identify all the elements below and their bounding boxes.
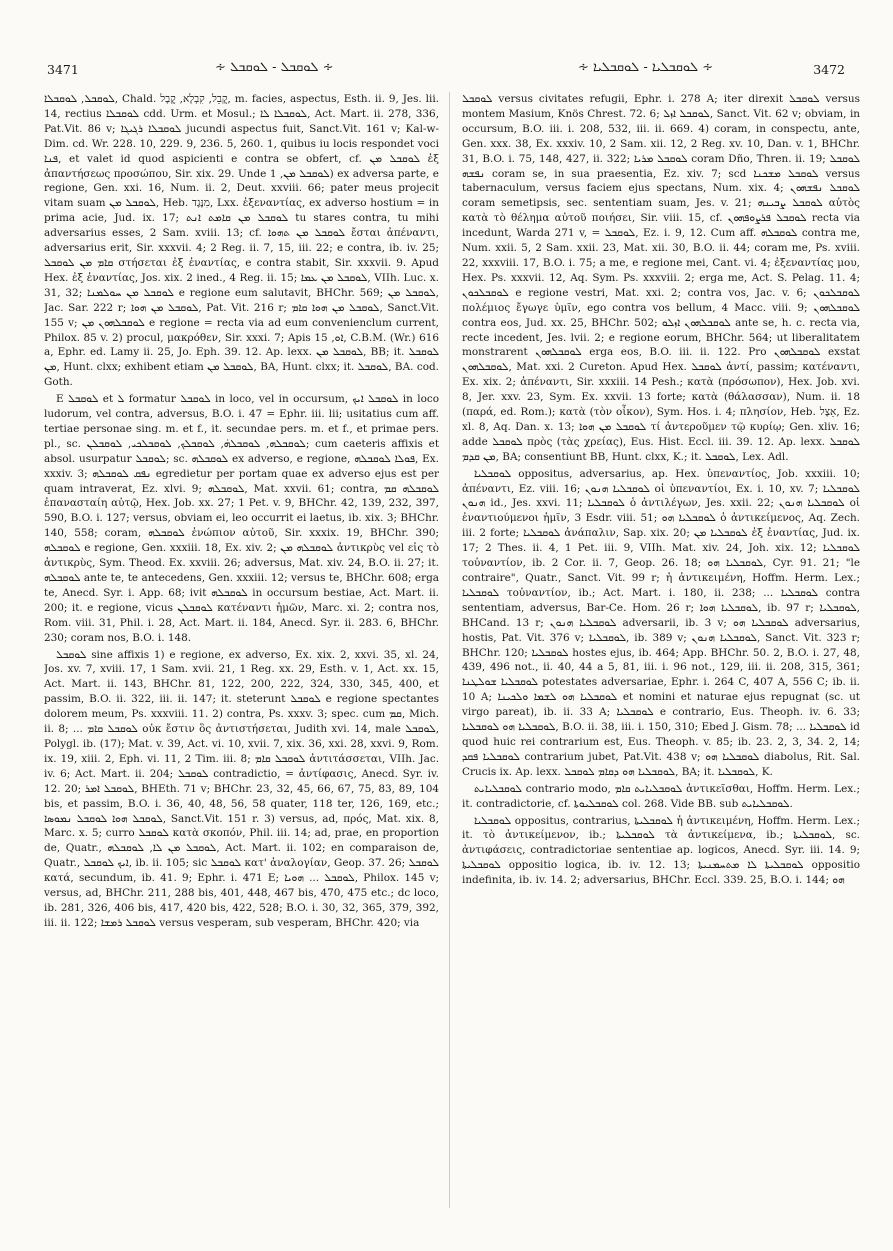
heading-right: ∻ ܠܘܩܒܠܝܐ - ܠܘܩܒܠܝܐ ∻ <box>578 60 714 75</box>
entry-paragraph: ܠܘܩܒܠ, ܠܘܩܒܠܐ, Chald. קֳבֵל, קִבְלָא, קֳבָל, m. facies, aspectus, Esth. ii. 9, Jes. lii. 14, rectius ܠܘܩܒܠܐ cdd. Urm. et Mosul.; ܠܘܩܒܠܐ ܠܐ, Act. Mart. ii. 278, 336, Pat.Vit. 86 v; ܠܘܩܒܠܐ ܪܓܝܓܐ jucundi aspectus fuit, Sanct.Vit. 161 v; Kal-w-Dim. cd. Wr. 228. 10, 229. 9, 236. 5, 260. 1, quibus iu locis respondet voci ܦܢܐ, et valet id quod aspicienti e contra se obfert, cf. ܠܘܩܒܠ ܡܢ ἐξ ἀπαντήσεως προσώπου, Sir. xix. 29. Unde ܠܘܩܒܠ ܡܢ, 1) ex adversa parte, e regione, Gen. xxi. 16, Num. ii. 2, Deut. xxviii. 66; pater meus projecit vitam suam ܠܘܩܒܠ ܡܢ, Heb. מִנֶּגֶד, Lxx. ἐξεναντίας, ex adverso hostium = in prima acie, Jud. ix. 17; ܠܘܩܒܠ ܡܢ ܩܐܡܬ ܐܢܬ tu stares contra, tu mihi adversarius esses, 2 Sam. xviii. 13; cf. ܠܘܩܒܠ ܡܢ ܬܗܘܐ ἔσται ἀπέναντι, adversarius erit, Sir. xxxvii. 4; 2 Reg. ii. 7, 15, iii. 22; e contra, ib. iv. 25; ܩܐܡ ܡܢ ܠܘܩܒܠ στήσεται ἐξ ἐναντίας, e contra stabit, Sir. xxxvii. 9. Apud Hex. ἐξ ἐναντίας, Jos. xix. 2 ined., 4 Reg. ii. 15; ܠܘܩܒܠ ܡܢ ܥܡܐ, VIIh. Luc. x. 31, 32; ܠܘܩܒܠ ܡܢ ܚܘܠܡܢܐ e regione eum salutavit, BHChr. 569; ܠܘܩܒܠ ܡܢ, Jac. Sar. 222 r; ܠܘܩܒܠ ܡܢ ܗܘܐ, Pat. Vit. 216 r; ܠܘܩܒܠ ܡܢ ܗܘܐ ܩܐܡ, Sanct.Vit. 155 v; ܠܘܩܒܠܗܘܢ ܡܢ e regione = recta via ad eum convenienclum current, Philox. 85 v. 2) procul, μακρόθεν, Sir. xxxi. 7; Apis ܐܘ, 15, C.B.M. (Wr.) 616 a, Ephr. ed. Lamy ii. 25, Jo. Eph. 39. 12. Ap. lexx. ܠܘܩܒܠ ܡܢ, BB; it. ܠܘܩܒܠ ܡܢ, Hunt. clxx; exhibent etiam ܠܘܩܒܠ ܡܢ, BA, Hunt. clxx; it. ܠܘܩܒܠ, BA. cod. Goth. <box>44 93 439 389</box>
page-number-left: 3471 <box>47 62 79 77</box>
entry-paragraph: ܠܘܩܒܠ sine affixis 1) e regione, ex adverso, Ex. xix. 2, xxvi. 35, xl. 24, Jos. xv. 7, xviii. 17, 1 Sam. xvii. 21, 1 Reg. xx. 29, Esth. v. 1, Act. xx. 15, Act. Mart. ii. 143, BHChr. 81, 122, 200, 222, 324, 330, 345, 400, et passim, B.O. ii. 322, iii. ii. 147; it. steterunt ܠܘܩܒܠ e regione spectantes dolorem meum, Ps. xxxviii. 11. 2) contra, Ps. xxxv. 3; spec. cum ܩܡ, Mich. ii. 8; ... ܠܘܩܒܠ ܩܐܡ οὐκ ἔστιν ὃς ἀντιστήσεται, Judith xvi. 14, male ܠܘܩܒܠ, Polygl. ib. (17); Mat. v. 39, Act. vi. 10, xvii. 7, xix. 36, xxi. 28, xxvi. 9, Rom. ix. 19, xiii. 2, Eph. vi. 11, 2 Tim. iii. 8; ܠܘܩܒܠ ܩܐܡ ἀντιτάσσεται, VIIh. Jac. iv. 6; Act. Mart. ii. 204; ܠܘܩܒܠ contradictio, = ἀντίφασις, Anecd. Syr. iv. 12. 20; ܠܘܩܒܠ ܐܡܪ, BHEth. 71 v; BHChr. 23, 32, 45, 66, 67, 75, 83, 89, 104 bis, et passim, B.O. i. 36, 40, 48, 56, 58 quater, 118 ter, 126, 169, etc.; ܠܘܩܒܠ ܗܘܐ ܠܘܩܒܠ ܢܡܘܣܐ, Sanct.Vit. 151 r. 3) versus, ad, πρός, Mat. xix. 8, Marc. x. 5; curro ܠܘܩܒܠ κατὰ σκοπόν, Phil. iii. 14; ad, prae, en proportion de, Quatr., ܠܘܩܒܠ ܡܢ ܠܐ, ܠܘܩܒܠܗ, Act. Mart. ii. 102; en comparaison de, Quatr., ܐܝܟ ܠܘܩܒܠ, ib. ii. 105; sic ܠܘܩܒܠ κατ' ἀναλογίαν, Geop. 37. 26; ܠܘܩܒܠ κατά, secundum, ib. 41. 9; Ephr. i. 471 E; ܠܘܩܒܠ ... ܗܘܝܐ, Philox. 145 v; versus, ad, BHChr. 211, 288 bis, 401, 448, 467 bis, 470, 475 etc.; dc loco, ib. 281, 326, 406 bis, 417, 420 bis, 422, 528; B.O. i. 30, 32, 365, 379, 392, iii. ii. 122; ܠܘܩܒܠ ܪܡܫܐ versus vesperam, sub vesperam, BHChr. 420; via <box>44 648 439 929</box>
entry-paragraph: E ܠܘܩܒܠ et ܠ formatur ܠܘܩܒܠ in loco, vel in occursum, ܠܘܩܒܠ ܐܝܟ in loco ludorum, vel contra, adversus, B.O. i. 47 = Ephr. iii. lii; usitatius cum aff. tertiae personae sing. m. et f., it. secundae pers. m. et f., et primae pers. pl., sc. ܠܘܩܒܠܗ, ܠܘܩܒܠܗ̇, ܠܘܩܒܠܟ, ܠܘܩܒܠܟܝ, ܠܘܩܒܠܢ; cum caeteris affixis et absol. usurpatur ܠܘܩܒܠ; sc. ܠܘܩܒܠܗ ex adverso, e regione, ܦܘܠܐ ܠܘܩܒܠܗ, Ex. xxxiv. 3; ܢܦܩ ܠܘܩܒܠܗ egredietur per portam quae ex adverso ejus est per quam intraverat, Ez. xlvi. 9; ܠܘܩܒܠܗ, Mat. xxvii. 61; contra, ܠܘܩܒܠܗ ܩܡ ἐπανασταίη αὐτῷ, Hex. Job. xx. 27; 1 Pet. v. 9, BHChr. 42, 139, 232, 397, 590, B.O. i. 127; versus, obviam ei, leo occurrit ei laetus, ib. xix. 3; BHChr. 140, 558; coram, ܠܘܩܒܠܗ ἐνώπιον αὐτοῦ, Sir. xxxix. 19, BHChr. 390; ܠܘܩܒܠܗ e regione, Gen. xxxiii. 18, Ex. xiv. 2; ܠܘܩܒܠܗ ܡܢ ἀντικρὺς vel εἰς τὸ ἀντικρὺς, Sym. Theod. Ex. xxviii. 26; adversus, Mat. xiv. 24, B.O. ii. 27; it. ܠܘܩܒܠܗ ante te, te antecedens, Gen. xxxiii. 12; versus te, BHChr. 608; erga te, Anecd. Syr. i. App. 68; ivit ܠܘܩܒܠܗ in occursum bestiae, Act. Mart. ii. 200; it. e regione, vicus ܠܘܩܒܠܢ κατέναντι ἡμῶν, Marc. xi. 2; contra nos, Rom. viii. 31, Phil. i. 28, Act. Mart. ii. 184, Anecd. Syr. ii. 283. 6, BHChr. 230; coram nos, B.O. i. 148. <box>44 393 439 644</box>
running-header <box>0 58 893 82</box>
column-divider <box>449 92 450 1208</box>
entry-paragraph: ܠܘܩܒܠ versus civitates refugii, Ephr. i. 278 A; iter direxit ܠܘܩܒܠ versus montem Masium, Knös Chrest. 72. 6; ܠܘܩܒܠ ܐܙܠ, Sanct. Vit. 62 v; obviam, in occursum, B.O. iii. i. 208, 532, iii. ii. 669. 4) coram, in conspectu, ante, Gen. xxx. 38, Ex. xxxiv. 10, 2 Sam. xii. 12, 2 Reg. xv. 10, Dan. v. 1, BHChr. 31, B.O. i. 75, 148, 427, ii. 322; ܠܘܩܒܠ ܡܪܝܐ coram Dño, Thren. ii. 19; ܠܘܩܒܠ ܢܦܫܗ coram se, in sua praesentia, Ez. xiv. 7; scd ܠܘܩܒܠ ܡܫܟܢܐ versus tabernaculum, versus faciem ejus spectans, Num. xix. 4; ܠܘܩܒܠ ܢܦܫܗܘܢ coram semetipsis, sec. sententiam suam, Jes. v. 21; ܠܘܩܒܠ ܨܒܝܢܗ αὐτὸς κατὰ τὸ θέλημα αὐτοῦ ποιήσει, Sir. viii. 15, cf. ܠܘܩܒܠ ܦܪܨܘܦܗܘܢ recta via incedunt, Warda 271 v, = ܠܘܩܒܠ, Ez. i. 9, 12. Cum aff. ܠܘܩܒܠܗ contra me, Num. xxii. 5, 2 Sam. xxii. 23, Mat. xii. 30, B.O. ii. 44; coram me, Ps. xviii. 22, xxxviii. 17, B.O. i. 75; a me, e regione mei, Cant. vi. 4; ἐξεναντίας μου, Hex. Ps. xxxvii. 12, Aq. Sym. Ps. xxxviii. 2; erga me, Act. S. Pelag. 11. 4; ܠܘܩܒܠܟܘܢ e regione vestri, Mat. xxi. 2; contra vos, Jac. v. 6; ܠܘܩܒܠܟܘܢ πολέμιος ἔγωγε ὑμῖν, ego contra vos bellum, 4 Macc. viii. 9; ܠܘܩܒܠܗܘܢ contra eos, Jud. xx. 25, BHChr. 502; ܠܘܩܒܠܗܘܢ ܐܙܠܘ ante se, h. c. recta via, recte incedent, Jes. lvii. 2; e regione eorum, BHChr. 564; ut liberalitatem monstrarent ܠܘܩܒܠܗܘܢ erga eos, B.O. iii. ii. 122. Pro ܠܘܩܒܠܗܘܢ exstat ܠܘܩܒܠܗܘܢ, Mat. xxi. 2 Cureton. Apud Hex. ܠܘܩܒܠ ἀντί, passim; κατέναντι, Ex. xix. 2; ἀπέναντι, Sir. xxxiii. 14 Pesh.; κατὰ (πρόσωπον), Hex. Job. xvi. 8, Jer. xxv. 23, Sym. Ex. xxvii. 13 forte; κατὰ (θάλασσαν), Num. ii. 18 (παρά, ed. Rom.); κατὰ (τὸν οἶκον), Sym. Hos. i. 4; πλησίον, Heb. אֵצֶל, Ez. xl. 8, Aq. Dan. x. 13; ܠܘܩܒܠ ܡܢ ܗܘܐ τί ἀντεροῦμεν τῷ κυρίῳ; Gen. xliv. 16; adde ܠܘܩܒܠ πρὸς (τὰς χρείας), Eus. Hist. Eccl. iii. 39. 12. Ap. lexx. ܠܘܩܒܠ ܡܢ ܩܕܡ, BA; consentiunt BB, Hunt. clxx, K.; it. ܠܘܩܒܠ, Lex. Adl. <box>462 93 860 463</box>
entry-paragraph: ܠܘܩܒܠܝܐ oppositus, contrarius, ܠܘܩܒܠܝܬܐ ἡ ἀντικειμένη, Hoffm. Herm. Lex.; it. τὸ ἀντικείμενον, ib.; ܠܘܩܒܠܝܬܐ τὰ ἀντικείμενα, ib.; ܠܘܩܒܠܝܬܐ, sc. ἀντιφάσεις, contradictoriae sententiae ap. logicos, Anecd. Syr. iii. 14. 9; ܠܘܩܒܠܝܬܐ oppositio logica, ib. iv. 12. 13; ܠܘܩܒܠܝܬܐ ܠܐ ܡܬܚܡܢܝܬܐ oppositio indefinita, ib. iv. 14. 2; adversarius, BHChr. Eccl. 339. 25, B.O. i. 144; ܗܘ <box>462 814 860 887</box>
entry-paragraph: ܠܘܩܒܠܝܐܝܬ contrario modo, ܠܘܩܒܠܝܐܝܬ ܩܐܡ ἀντικεῖσθαι, Hoffm. Herm. Lex.; it. contradictorie, cf. ܠܘܩܒܠܝܘܬܐ col. 268. Vide BB. sub ܠܘܩܒܠܝܐܝܬ. <box>462 782 860 810</box>
heading-left: ∻ ܠܘܩܒܠ - ܠܘܩܒܠ ∻ <box>215 60 334 75</box>
right-column <box>462 92 860 1212</box>
entry-paragraph: ܠܘܩܒܠܝܐ oppositus, adversarius, ap. Hex. ὑπεναντίος, Job. xxxiii. 10; ἀπέναντι, Ez. viii. 16; ܠܘܩܒܠܝܐ ܗܢܘܢ οἱ ὑπεναντίοι, Ex. i. 10, xv. 7; ܠܘܩܒܠܝܐ ܗܢܘܢ id., Jes. xxvi. 11; ܠܘܩܒܠܝܐ ὁ ἀντιλέγων, Jes. xxii. 22; ܠܘܩܒܠܝܐ ܗܢܘܢ οἱ ἐναντιούμενοι ἡμῖν, 3 Esdr. viii. 51; ܠܘܩܒܠܝܐ ܗܘ ὁ ἀντικείμενος, Aq. Zech. iii. 2 forte; ܠܘܩܒܠܝܐ ἀνάπαλιν, Sap. xix. 20; ܠܘܩܒܠܝܐ ܡܢ ἐξ ἐναντίας, Jud. ix. 17; 2 Thes. ii. 4, 1 Pet. iii. 9, VIIh. Mat. xiv. 24, Joh. xix. 12; ܠܘܩܒܠܝܐ τοὐναντίον, ib. 2 Cor. ii. 7, Geop. 26. 18; ܠܘܩܒܠܝܐ ܗܘ, Cyr. 91. 21; "le contraire", Quatr., Sanct. Vit. 99 r; ἡ ἀντικειμένη, Hoffm. Herm. Lex.; ܠܘܩܒܠܝܐ τοὐναντίον, ib.; Act. Mart. i. 180, ii. 238; ... ܠܘܩܒܠܝܐ contra sententiam, adversus, Bar-Ce. Hom. 26 r; ܠܘܩܒܠܝܐ ܗܘܐ, ib. 97 r; ܠܘܩܒܠܝܐ, BHCand. 13 r; ܠܘܩܒܠܝܐ ܗܢܘܢ adversarii, ib. 3 v; ܠܘܩܒܠܝܐ ܗܘ adversarius, hostis, Pat. Vit. 376 v; ܠܘܩܒܠܝܐ, ib. 389 v; ܠܘܩܒܠܝܐ ܗܢܘܢ, Sanct. Vit. 323 r; BHChr. 120; ܠܘܩܒܠܝܐ hostes ejus, ib. 464; App. BHChr. 50. 2, B.O. i. 27, 48, 439, 496 not., ii. 40, 44 a 5, 81, iii. i. 96 not., 129, iii. ii. 208, 315, 361; ܠܘܩܒܠܝܐ ܫܘܠܛܢܐ potestates adversariae, Ephr. i. 264 C, 407 A, 556 C; ib. ii. 10 A; ܠܘܩܒܠܝܐ ܗܘ ܠܫܡܐ ܘܠܟܝܢܐ et nomini et naturae ejus repugnat (sc. ut virgo pareat), ib. ii. 33 A; ܠܘܩܒܠܝܐ e contrario, Eus. Theoph. iv. 6. 33; ܠܘܩܒܠܝܐ ܗܘ ܠܘܩܒܠܝܐ, B.O. ii. 38, iii. i. 150, 310; Ebed J. Gism. 78; ... ܠܘܩܒܠܝܐ id quod huic rei contrarium est, Eus. Theoph. v. 85; ib. 23. 2, 3, 34. 2, 14; ܠܘܩܒܠܝܐ ܦܩܕ contrarium jubet, Pat.Vit. 438 v; ܠܘܩܒܠܝܐ ܗܘ diabolus, Rit. Sal. Crucis ix. Ap. lexx. ܠܘܩܒܠܝܐ ܗܘ ܕܩܐܡ ܠܘܩܒܠ, BA; it. ܠܘܩܒܠܝܐ, K. <box>462 467 860 778</box>
page-number-right: 3472 <box>813 62 845 77</box>
left-column <box>44 92 439 1212</box>
